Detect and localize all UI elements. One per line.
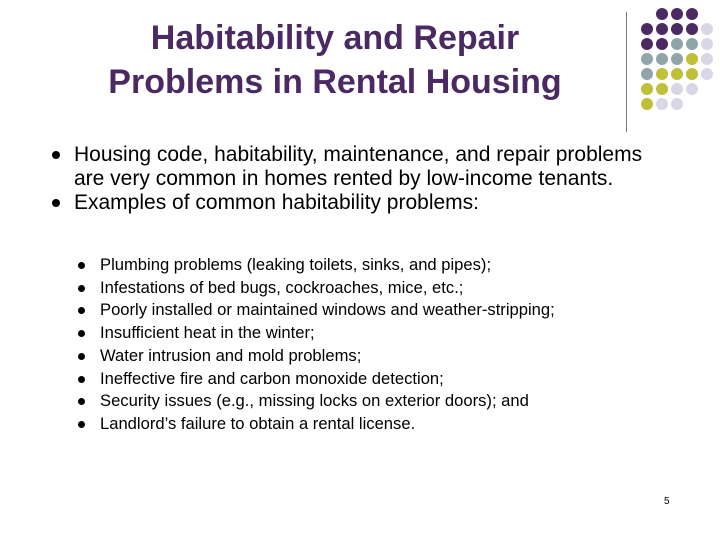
dot [701, 53, 713, 65]
slide-title-line-2: Problems in Rental Housing [108, 63, 562, 101]
bullet-dot-icon [78, 285, 85, 292]
dot [686, 68, 698, 80]
dot [686, 23, 698, 35]
bullet-item [52, 191, 652, 215]
sub-bullet-text: Water intrusion and mold problems; [100, 345, 362, 365]
dot [701, 38, 713, 50]
sub-bullet-text: Ineffective fire and carbon monoxide detection; [100, 368, 444, 388]
dot [671, 8, 683, 20]
sub-bullet-item [78, 413, 678, 436]
dot [701, 23, 713, 35]
dot [686, 83, 698, 95]
dot [701, 68, 713, 80]
dot [686, 53, 698, 65]
slide-title-line-1: Habitability and Repair [150, 19, 520, 57]
sub-bullet-text: Poorly installed or maintained windows and weather-stripping; [100, 300, 555, 320]
bullet-dot-icon [78, 353, 85, 360]
dot [671, 38, 683, 50]
dot [641, 38, 653, 50]
dot [641, 23, 653, 35]
dot [701, 83, 713, 95]
bullet-dot-icon [78, 376, 85, 383]
sub-bullet-item [78, 390, 678, 413]
decorative-dot-grid [641, 8, 713, 110]
dot [671, 53, 683, 65]
sub-bullet-item [78, 345, 678, 368]
sub-bullet-item [78, 254, 678, 277]
bullet-dot-icon [78, 421, 85, 428]
sub-bullet-text: Insufficient heat in the winter; [100, 323, 315, 343]
dot [701, 8, 713, 20]
bullet-dot-icon [52, 199, 60, 207]
sub-bullet-text: Infestations of bed bugs, cockroaches, mice, etc.; [100, 277, 464, 297]
bullet-text: Housing code, habitability, maintenance, and repair problems are very common in homes rented by low-income tenants. [74, 143, 643, 190]
bullet-dot-icon [78, 330, 85, 337]
sub-bullet-text: Plumbing problems (leaking toilets, sinks, and pipes); [100, 255, 492, 274]
main-bullet-list [52, 143, 652, 215]
dot [686, 98, 698, 110]
dot [656, 23, 668, 35]
dot [701, 98, 713, 110]
dot [671, 23, 683, 35]
title-divider [626, 12, 627, 132]
sub-bullet-item [78, 322, 678, 345]
dot [641, 8, 653, 20]
sub-bullet-item [78, 368, 678, 391]
dot [656, 38, 668, 50]
dot [686, 8, 698, 20]
dot [641, 53, 653, 65]
dot [656, 8, 668, 20]
dot [656, 68, 668, 80]
dot [671, 98, 683, 110]
dot [671, 68, 683, 80]
sub-bullet-item [78, 299, 678, 322]
bullet-dot-icon [78, 262, 85, 269]
slide-title [40, 16, 630, 104]
dot [686, 38, 698, 50]
dot [641, 98, 653, 110]
page-number: 5 [664, 496, 670, 507]
bullet-dot-icon [52, 151, 60, 159]
bullet-text: Examples of common habitability problems: [74, 191, 480, 214]
dot [656, 83, 668, 95]
dot [656, 53, 668, 65]
sub-bullet-text: Landlord’s failure to obtain a rental license. [100, 413, 416, 433]
dot [641, 83, 653, 95]
dot [656, 98, 668, 110]
bullet-dot-icon [78, 307, 85, 314]
bullet-item [52, 143, 652, 191]
sub-bullet-text: Security issues (e.g., missing locks on exterior doors); and [100, 391, 529, 411]
dot [671, 83, 683, 95]
sub-bullet-item [78, 277, 678, 300]
sub-bullet-list [78, 254, 678, 436]
bullet-dot-icon [78, 398, 85, 405]
dot [641, 68, 653, 80]
